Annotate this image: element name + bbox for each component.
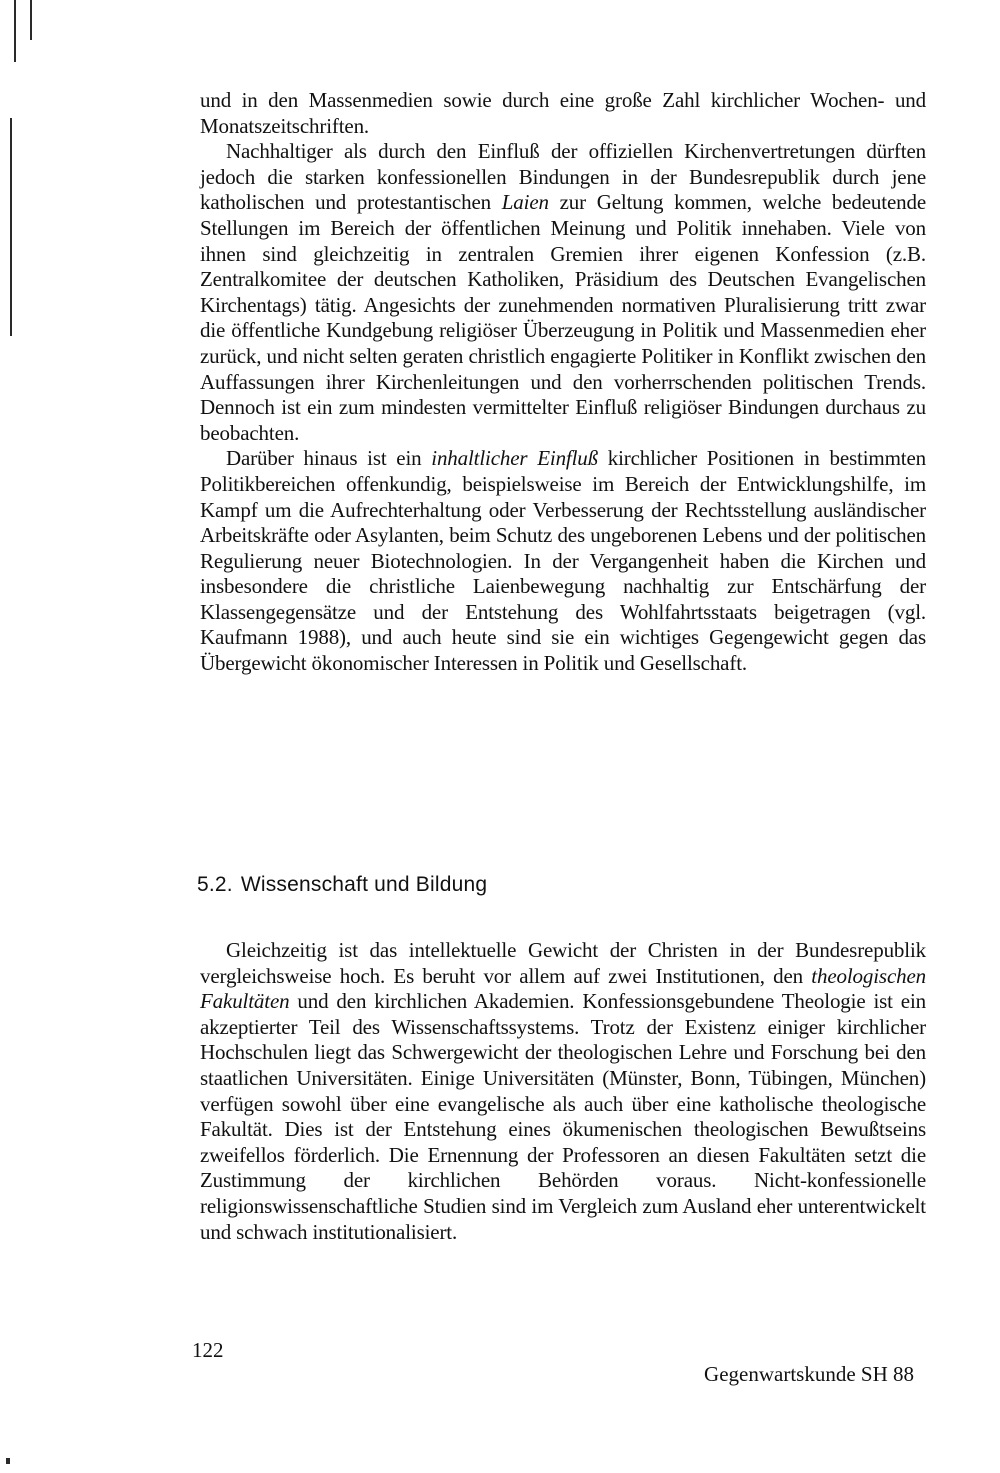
paragraph-4: Gleichzeitig ist das intellektuelle Gewicht der Christen in der Bundesrepublik vergleichsweise hoch. Es beruht vor allem auf zwei Institutionen, den theologischen Fakultäten und den kirchlichen Akademien. Konfessionsgebundene Theologie ist ein akzeptierter Teil des Wissenschaftssystems. Trotz der Existenz einiger kirchlicher Hochschulen liegt das Schwergewicht der theologischen Lehre und Forschung bei den staatlichen Universitäten. Einige Universitäten (Münster, Bonn, Tübingen, München) verfügen sowohl über eine evangelische als auch über eine katholische theologische Fakultät. Dies ist der Entstehung eines ökumenischen theologischen Bewußtseins zweifellos förderlich. Die Ernennung der Professoren an diesen Fakultäten setzt die Zustimmung der kirchlichen Behörden voraus. Nicht-konfessionelle religionswissenschaftliche Studien sind im Vergleich zum Ausland eher unterentwickelt und schwach institutionalisiert. <box>200 938 926 1244</box>
section-title: Wissenschaft und Bildung <box>240 873 488 896</box>
emphasis-inhaltlicher-einfluss: inhaltlicher Einfluß <box>431 446 598 471</box>
paragraph-3: Darüber hinaus ist ein inhaltlicher Einfluß kirchlicher Positionen in bestimmten Politikbereichen offenkundig, beispielsweise im Bereich der Entwicklungshilfe, im Kampf um die Aufrechterhaltung oder Verbesserung der Rechtsstellung ausländischer Arbeitskräfte oder Asylanten, beim Schutz des ungeborenen Lebens und der politischen Regulierung neuer Biotechnologien. In der Vergangenheit haben die Kirchen und insbesondere die christliche Laienbewegung nachhaltig zur Entschärfung der Klassengegensätze und der Entstehung des Wohlfahrtsstaats beigetragen (vgl. Kaufmann 1988), und auch heute sind sie ein wichtiges Gegengewicht gegen das Übergewicht ökonomischer Interessen in Politik und Gesellschaft. <box>200 446 926 676</box>
emphasis-laien: Laien <box>501 190 549 215</box>
upper-body-text <box>200 88 926 677</box>
section-heading <box>197 872 495 898</box>
paragraph-1: und in den Massenmedien sowie durch eine große Zahl kirchlicher Wochen- und Monatszeitschriften. <box>200 88 926 138</box>
scan-margin-mark <box>14 0 16 62</box>
scan-margin-mark <box>6 1458 10 1464</box>
page-number: 122 <box>192 1338 224 1362</box>
emphasis-theologische-fakultaeten: theologischen Fakultäten <box>200 963 926 1014</box>
journal-name: Gegenwartskunde SH 88 <box>704 1362 914 1386</box>
scan-margin-mark <box>10 118 12 336</box>
paragraph-2: Nachhaltiger als durch den Einfluß der offiziellen Kirchenvertretungen dürften jedoch die starken konfessionellen Bindungen in der Bundesrepublik durch jene katholischen und protestantischen Laien zur Geltung kommen, welche bedeutende Stellungen im Bereich der öffentlichen Meinung und Politik innehaben. Viele von ihnen sind gleichzeitig in zentralen Gremien ihrer eigenen Konfession (z.B. Zentralkomitee der deutschen Katholiken, Präsidium des Deutschen Evangelischen Kirchentags) tätig. Angesichts der zunehmenden normativen Pluralisierung tritt zwar die öffentliche Kundgebung religiöser Überzeugung in Politik und Massenmedien eher zurück, und nicht selten geraten christlich engagierte Politiker in Konflikt zwischen den Auffassungen ihrer Kirchenleitungen und den vorherrschenden politischen Trends. Dennoch ist ein zum mindesten vermittelter Einfluß religiöser Bindungen durchaus zu beobachten. <box>200 139 927 445</box>
section-number: 5.2. <box>197 873 233 896</box>
scan-margin-mark <box>30 0 32 40</box>
lower-body-text <box>200 938 926 1245</box>
